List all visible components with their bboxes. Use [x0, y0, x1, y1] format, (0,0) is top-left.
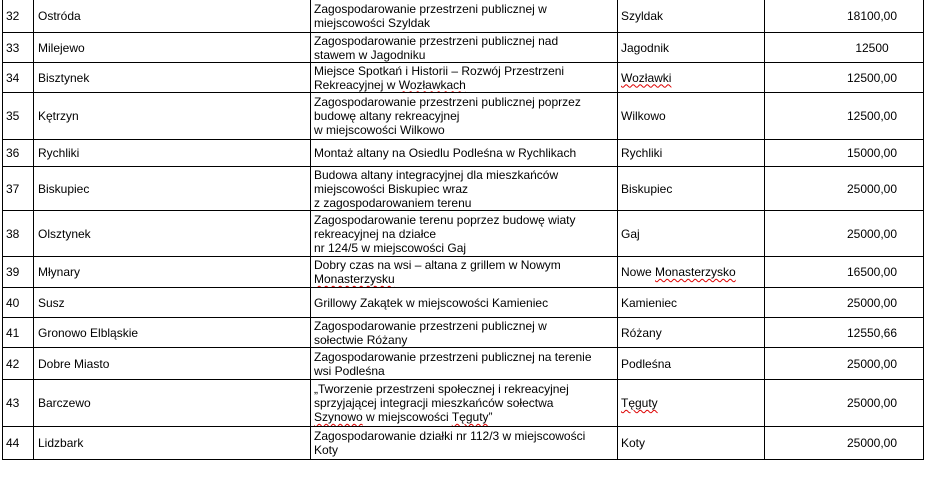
municipality-cell: Dobre Miasto: [34, 348, 311, 380]
amount-cell: 25000,00: [765, 211, 924, 257]
spellcheck-mark: Monasterzysko: [655, 265, 736, 279]
municipality-cell: Gronowo Elbląskie: [34, 318, 311, 348]
amount-cell: 25000,00: [765, 380, 924, 427]
row-number: 34: [3, 63, 34, 93]
place-cell: Kamieniec: [618, 288, 765, 318]
amount-cell: 18100,00: [765, 0, 924, 33]
place-cell: [618, 63, 765, 93]
spellcheck-mark: Wozławki: [621, 70, 672, 85]
spellcheck-mark: Tęguty: [621, 396, 658, 410]
place-cell: Rychliki: [618, 140, 765, 167]
municipality-cell: Młynary: [34, 257, 311, 288]
row-number: 39: [3, 257, 34, 288]
table-row: [3, 167, 924, 211]
municipality-cell: Bisztynek: [34, 63, 311, 93]
municipality-cell: Susz: [34, 288, 311, 318]
project-cell: Miejsce Spotkań i Historii – Rozwój Przestrzeni Rekreacyjnej w Wozławkach: [311, 63, 618, 93]
table-row: [3, 211, 924, 257]
row-number: 42: [3, 348, 34, 380]
table-body: [3, 0, 924, 460]
spellcheck-mark: Monasterzysku: [314, 272, 395, 286]
municipality-cell: Kętrzyn: [34, 93, 311, 140]
table-row: [3, 380, 924, 427]
spellcheck-mark: Szynowo: [314, 410, 363, 424]
place-cell: Biskupiec: [618, 167, 765, 211]
row-number: 37: [3, 167, 34, 211]
grants-table: [2, 0, 924, 460]
amount-cell: 15000,00: [765, 140, 924, 167]
row-number: 38: [3, 211, 34, 257]
table-row: [3, 427, 924, 460]
table-row: [3, 93, 924, 140]
row-number: 40: [3, 288, 34, 318]
project-cell: Dobry czas na wsi – altana z grillem w Nowym Monasterzysku: [311, 257, 618, 288]
place-cell: Różany: [618, 318, 765, 348]
table-row: [3, 33, 924, 63]
amount-cell: 12500: [765, 33, 924, 63]
amount-cell: 12550,66: [765, 318, 924, 348]
table-row: [3, 318, 924, 348]
municipality-cell: Ostróda: [34, 0, 311, 33]
place-cell: Jagodnik: [618, 33, 765, 63]
table-row: [3, 63, 924, 93]
project-cell: Zagospodarowanie przestrzeni publicznej w sołectwie Różany: [311, 318, 618, 348]
row-number: 35: [3, 93, 34, 140]
place-cell: Koty: [618, 427, 765, 460]
place-cell: Podleśna: [618, 348, 765, 380]
project-cell: Grillowy Zakątek w miejscowości Kamieniec: [311, 288, 618, 318]
row-number: 36: [3, 140, 34, 167]
place-cell: Szyldak: [618, 0, 765, 33]
table-row: [3, 348, 924, 380]
project-cell: Montaż altany na Osiedlu Podleśna w Rychlikach: [311, 140, 618, 167]
spellcheck-mark: Wozławkach: [398, 77, 466, 92]
row-number: 32: [3, 0, 34, 33]
municipality-cell: Biskupiec: [34, 167, 311, 211]
amount-cell: 12500,00: [765, 63, 924, 93]
amount-cell: 25000,00: [765, 288, 924, 318]
place-cell: [618, 380, 765, 427]
place-cell: Nowe Monasterzysko: [618, 257, 765, 288]
municipality-cell: Milejewo: [34, 33, 311, 63]
project-cell: Zagospodarowanie przestrzeni publicznej nad stawem w Jagodniku: [311, 33, 618, 63]
table-row: [3, 0, 924, 33]
row-number: 44: [3, 427, 34, 460]
spellcheck-mark: Tęguty: [451, 410, 489, 424]
project-cell: Zagospodarowanie działki nr 112/3 w miejscowości Koty: [311, 427, 618, 460]
project-cell: Zagospodarowanie przestrzeni publicznej poprzez budowę altany rekreacyjnej w miejscowości Wilkowo: [311, 93, 618, 140]
table-row: [3, 140, 924, 167]
amount-cell: 12500,00: [765, 93, 924, 140]
place-cell: Wilkowo: [618, 93, 765, 140]
project-cell: Zagospodarowanie przestrzeni publicznej w miejscowości Szyldak: [311, 0, 618, 33]
municipality-cell: Barczewo: [34, 380, 311, 427]
table-row: [3, 257, 924, 288]
row-number: 33: [3, 33, 34, 63]
municipality-cell: Rychliki: [34, 140, 311, 167]
row-number: 43: [3, 380, 34, 427]
project-cell: Zagospodarowanie przestrzeni publicznej na terenie wsi Podleśna: [311, 348, 618, 380]
project-cell: Budowa altany integracyjnej dla mieszkańców miejscowości Biskupiec wraz z zagospodarowaniem terenu: [311, 167, 618, 211]
project-cell: „Tworzenie przestrzeni społecznej i rekreacyjnej sprzyjającej integracji mieszkańców sołectwa Szynowo w miejscowości Tęguty”: [311, 380, 618, 427]
row-number: 41: [3, 318, 34, 348]
municipality-cell: Olsztynek: [34, 211, 311, 257]
amount-cell: 16500,00: [765, 257, 924, 288]
place-cell: Gaj: [618, 211, 765, 257]
amount-cell: 25000,00: [765, 348, 924, 380]
amount-cell: 25000,00: [765, 427, 924, 460]
table-row: [3, 288, 924, 318]
project-cell: Zagospodarowanie terenu poprzez budowę wiaty rekreacyjnej na działce nr 124/5 w miejscowości Gaj: [311, 211, 618, 257]
amount-cell: 25000,00: [765, 167, 924, 211]
municipality-cell: Lidzbark: [34, 427, 311, 460]
